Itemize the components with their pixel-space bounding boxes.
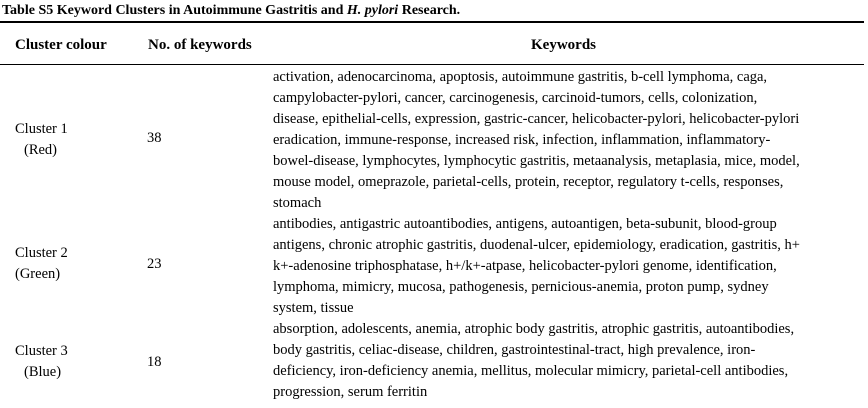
table-row xyxy=(0,67,864,214)
table-caption xyxy=(2,2,460,20)
cluster-cell xyxy=(15,119,125,161)
cluster-colour: (Green) xyxy=(15,266,61,282)
keyword-line: system, tissue xyxy=(273,300,354,316)
caption-italic: H. pylori xyxy=(346,3,399,18)
cluster-colour: (Red) xyxy=(24,142,58,158)
keywords-cell xyxy=(273,214,864,319)
table-row xyxy=(0,319,864,405)
keyword-count: 18 xyxy=(147,354,162,370)
cluster-name: Cluster 3 xyxy=(15,343,68,359)
header-keywords: Keywords xyxy=(531,37,596,53)
caption-suffix: Research. xyxy=(398,3,461,18)
keyword-line: absorption, adolescents, anemia, atrophic body gastritis, atrophic gastritis, autoantibodies, xyxy=(273,321,795,337)
keyword-line: body gastritis, celiac-disease, children, gastrointestinal-tract, high prevalence, iron- xyxy=(273,342,756,358)
keyword-line: deficiency, iron-deficiency anemia, mellitus, molecular mimicry, parietal-cell antibodies, xyxy=(273,363,789,379)
keyword-line: mouse model, omeprazole, parietal-cells, protein, receptor, regulatory t-cells, responses, xyxy=(273,174,784,190)
cluster-cell xyxy=(15,243,125,285)
header-keyword-count: No. of keywords xyxy=(148,37,252,53)
header-cluster-colour: Cluster colour xyxy=(15,37,107,53)
keyword-line: antibodies, antigastric autoantibodies, antigens, autoantigen, beta-subunit, blood-group xyxy=(273,216,777,232)
keyword-line: disease, epithelial-cells, expression, gastric-cancer, helicobacter-pylori, helicobacter-pylori xyxy=(273,111,800,127)
caption-prefix: Table S5 Keyword Clusters in Autoimmune Gastritis and xyxy=(2,3,347,18)
keyword-line: bowel-disease, lymphocytes, lymphocytic gastritis, metaanalysis, metaplasia, mice, model, xyxy=(273,153,800,169)
table-row xyxy=(0,214,864,319)
keyword-count: 23 xyxy=(147,256,162,272)
keyword-line: stomach xyxy=(273,195,322,211)
keyword-line: lymphoma, mimicry, mucosa, pathogenesis, pernicious-anemia, proton pump, sydney xyxy=(273,279,769,295)
keyword-count: 38 xyxy=(147,130,162,146)
keyword-line: eradication, immune-response, increased risk, infection, inflammation, inflammatory- xyxy=(273,132,771,148)
keyword-line: campylobacter-pylori, cancer, carcinogenesis, carcinoid-tumors, cells, colonization, xyxy=(273,90,758,106)
header-rule xyxy=(0,64,864,65)
cluster-cell xyxy=(15,341,125,383)
keyword-line: antigens, chronic atrophic gastritis, duodenal-ulcer, epidemiology, eradication, gastritis, h+ xyxy=(273,237,800,253)
keyword-line: progression, serum ferritin xyxy=(273,384,428,400)
top-rule xyxy=(0,21,864,23)
keywords-cell xyxy=(273,319,864,403)
cluster-name: Cluster 2 xyxy=(15,245,68,261)
keywords-cell xyxy=(273,67,864,214)
cluster-colour: (Blue) xyxy=(24,364,62,380)
cluster-name: Cluster 1 xyxy=(15,121,68,137)
keyword-line: k+-adenosine triphosphatase, h+/k+-atpase, helicobacter-pylori genome, identification, xyxy=(273,258,777,274)
keyword-line: activation, adenocarcinoma, apoptosis, autoimmune gastritis, b-cell lymphoma, caga, xyxy=(273,69,768,85)
